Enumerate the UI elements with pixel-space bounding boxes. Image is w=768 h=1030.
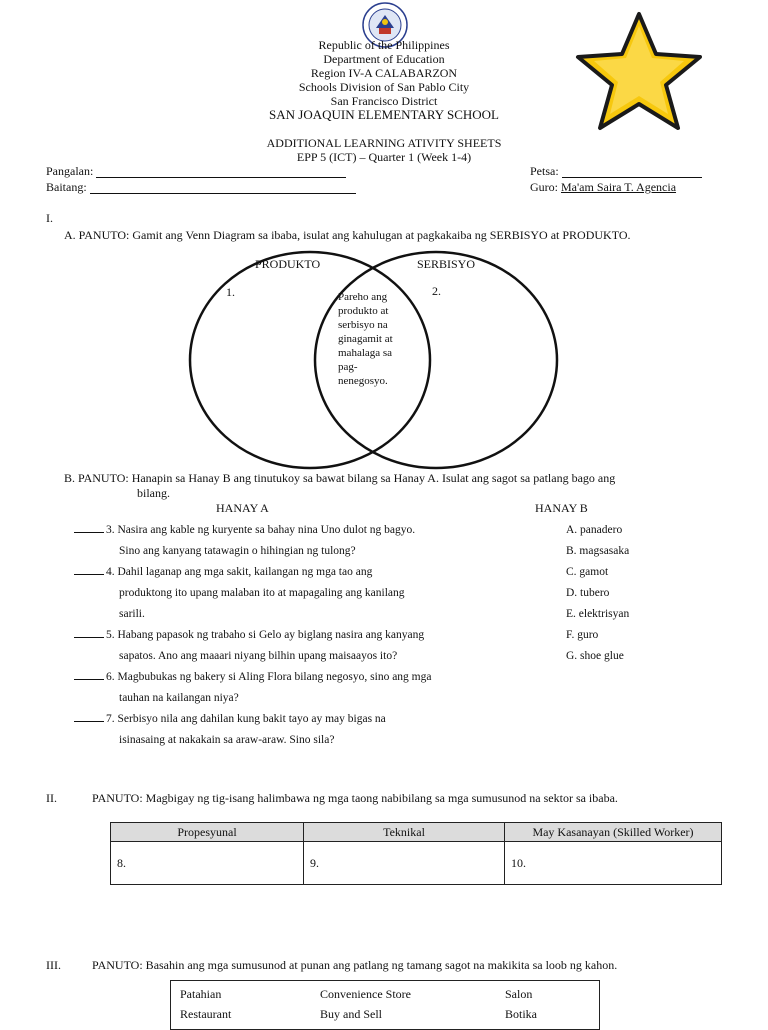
venn-left-number: 1. <box>226 285 235 299</box>
item-text: 5. Habang papasok ng trabaho si Gelo ay biglang nasira ang kanyang <box>106 629 425 641</box>
overlap-line: produkto at <box>338 305 389 317</box>
baitang-field <box>46 180 356 194</box>
col-header-skilled: May Kasanayan (Skilled Worker) <box>505 823 722 842</box>
item-text: sarili. <box>119 608 145 620</box>
answer-cell-8[interactable]: 8. <box>111 842 304 885</box>
overlap-line: serbisyo na <box>338 319 388 331</box>
pangalan-field <box>46 164 346 178</box>
hanay-b-list <box>566 520 629 667</box>
part3-numeral: III. <box>46 958 61 972</box>
item-text: 7. Serbisyo nila ang dahilan kung bakit tayo ay may bigas na <box>106 713 386 725</box>
overlap-line: nenegosyo. <box>338 375 388 387</box>
venn-left-label: PRODUKTO <box>255 257 321 271</box>
header-line-2: Department of Education <box>323 52 445 66</box>
part1-numeral: I. <box>46 211 53 225</box>
list-item <box>74 709 514 751</box>
answer-blank[interactable] <box>74 710 104 722</box>
petsa-field <box>530 164 702 178</box>
baitang-blank[interactable] <box>90 181 356 194</box>
part3-instruction: PANUTO: Basahin ang mga sumusunod at punan ang patlang ng tamang sagot na makikita sa loob ng kahon. <box>92 958 618 972</box>
answer-blank[interactable] <box>74 668 104 680</box>
item-text: 4. Dahil laganap ang mga sakit, kailangan ng mga tao ang <box>106 566 373 578</box>
item-text: Sino ang kanyang tatawagin o hihingian ng tulong? <box>119 545 356 557</box>
guro-label: Guro: <box>530 180 558 194</box>
pangalan-blank[interactable] <box>96 165 346 178</box>
guro-field <box>530 180 676 194</box>
venn-right-label: SERBISYO <box>417 257 476 271</box>
option-salon: Salon <box>505 987 533 1001</box>
overlap-line: Pareho ang <box>338 291 388 303</box>
sector-table <box>110 822 722 885</box>
pangalan-label: Pangalan: <box>46 164 94 178</box>
choice-item: C. gamot <box>566 566 609 578</box>
list-item <box>74 520 514 562</box>
answer-blank[interactable] <box>74 626 104 638</box>
option-botika: Botika <box>505 1007 537 1021</box>
header-line-4: Schools Division of San Pablo City <box>298 80 470 94</box>
hanay-b-heading: HANAY B <box>535 501 588 515</box>
answer-blank[interactable] <box>74 521 104 533</box>
item-text: produktong ito upang malaban ito at mapagaling ang kanilang <box>119 587 405 599</box>
hanay-a-heading: HANAY A <box>216 501 269 515</box>
list-item <box>74 667 514 709</box>
part1-b-instruction: B. PANUTO: Hanapin sa Hanay B ang tinutukoy sa bawat bilang sa Hanay A. Isulat ang sagot sa patlang bago ang <box>64 471 616 485</box>
venn-overlap-text <box>338 290 418 388</box>
choice-item: D. tubero <box>566 587 610 599</box>
petsa-label: Petsa: <box>530 164 559 178</box>
overlap-line: ginagamit at <box>338 333 393 345</box>
item-text: isinasaing at nakakain sa araw-araw. Sino sila? <box>119 734 335 746</box>
document-title: ADDITIONAL LEARNING ATIVITY SHEETS <box>266 136 502 150</box>
part2-numeral: II. <box>46 791 57 805</box>
option-patahian: Patahian <box>180 987 222 1001</box>
part2-instruction: PANUTO: Magbigay ng tig-isang halimbawa ng mga taong nabibilang sa mga sumusunod na sektor sa ibaba. <box>92 791 618 805</box>
header-line-1: Republic of the Philippines <box>318 38 450 52</box>
petsa-blank[interactable] <box>562 165 702 178</box>
answer-cell-10[interactable]: 10. <box>505 842 722 885</box>
item-text: tauhan na kailangan niya? <box>119 692 239 704</box>
choice-item: B. magsasaka <box>566 545 630 557</box>
header-line-3: Region IV-A CALABARZON <box>310 66 458 80</box>
answer-cell-9[interactable]: 9. <box>304 842 505 885</box>
choice-item: A. panadero <box>566 524 623 536</box>
choice-item: F. guro <box>566 629 599 641</box>
part1-a-instruction: A. PANUTO: Gamit ang Venn Diagram sa ibaba, isulat ang kahulugan at pagkakaiba ng SERBISYO at PRODUKTO. <box>64 228 631 242</box>
answer-blank[interactable] <box>74 563 104 575</box>
col-header-teknikal: Teknikal <box>304 823 505 842</box>
baitang-label: Baitang: <box>46 180 87 194</box>
overlap-line: mahalaga sa <box>338 347 393 359</box>
choice-item: G. shoe glue <box>566 650 624 662</box>
venn-right-number: 2. <box>432 284 441 298</box>
option-convenience-store: Convenience Store <box>320 987 411 1001</box>
school-name: SAN JOAQUIN ELEMENTARY SCHOOL <box>269 107 499 122</box>
list-item <box>74 562 514 625</box>
header-line-5: San Francisco District <box>330 94 438 108</box>
option-restaurant: Restaurant <box>180 1007 232 1021</box>
table-row <box>111 842 722 885</box>
col-header-propesyunal: Propesyunal <box>111 823 304 842</box>
guro-value: Ma'am Saira T. Agencia <box>561 180 677 194</box>
hanay-a-list <box>74 520 514 751</box>
table-header-row <box>111 823 722 842</box>
option-buy-and-sell: Buy and Sell <box>320 1007 382 1021</box>
part1-b-instruction-cont: bilang. <box>137 486 170 500</box>
choice-item: E. elektrisyan <box>566 608 630 620</box>
list-item <box>74 625 514 667</box>
overlap-line: pag- <box>338 361 358 373</box>
item-text: 3. Nasira ang kable ng kuryente sa bahay nina Uno dulot ng bagyo. <box>106 524 416 536</box>
item-text: sapatos. Ano ang maaari niyang bilhin upang maisaayos ito? <box>119 650 398 662</box>
document-subtitle: EPP 5 (ICT) – Quarter 1 (Week 1-4) <box>296 150 472 164</box>
item-text: 6. Magbubukas ng bakery si Aling Flora bilang negosyo, sino ang mga <box>106 671 432 683</box>
